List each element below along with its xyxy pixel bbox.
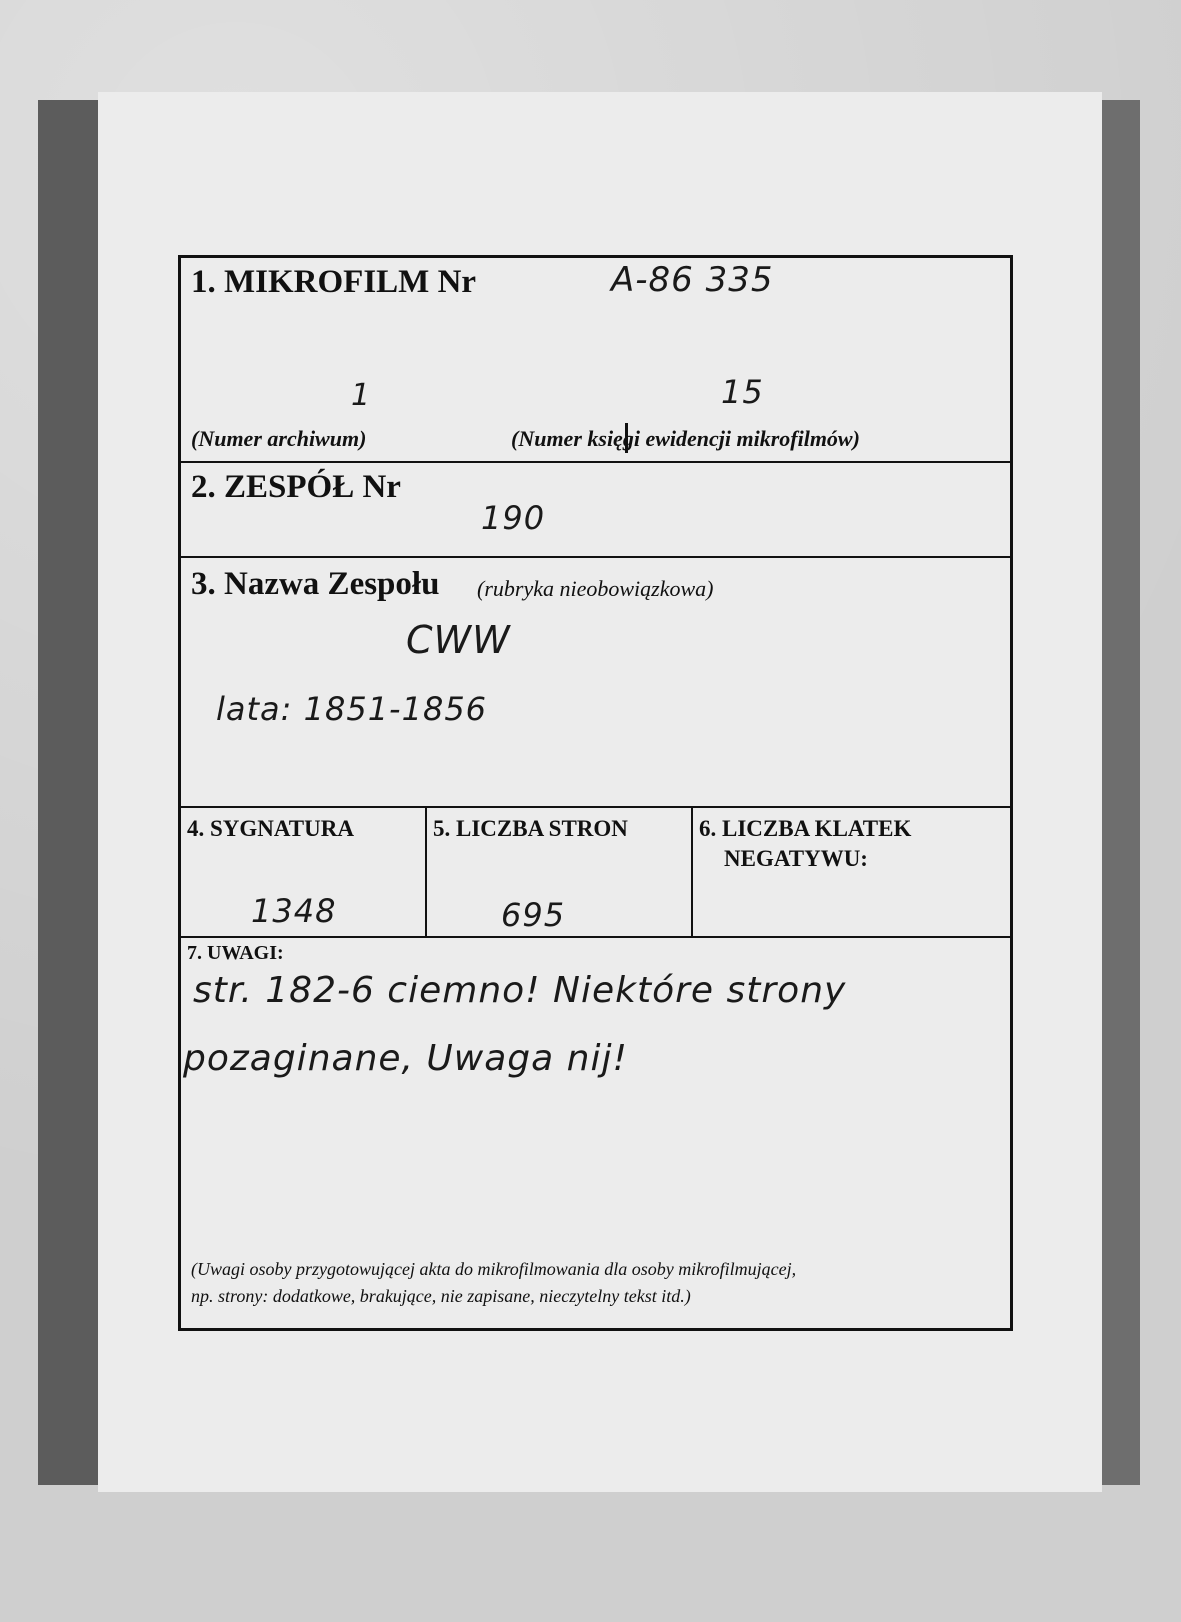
fond-number-section — [181, 463, 1010, 558]
fond-number-value: 190 — [481, 499, 546, 537]
details-section — [181, 808, 1010, 938]
column-divider-1 — [425, 808, 427, 938]
register-number-value: 15 — [721, 373, 764, 411]
frame-count-label: 6. LICZBA KLATEK — [699, 816, 912, 841]
page-count-label: 5. LICZBA STRON — [433, 816, 628, 841]
register-number-label: (Numer księgi ewidencji mikrofilmów) — [511, 426, 860, 451]
microfilm-label: 1. MIKROFILM Nr — [191, 264, 477, 300]
fond-label: 2. ZESPÓŁ Nr — [191, 469, 401, 505]
remarks-section — [181, 938, 1010, 1328]
fond-years-value: lata: 1851-1856 — [216, 690, 488, 728]
remarks-note-line1: str. 182-6 ciemno! Niektóre strony — [193, 970, 847, 1011]
fond-name-section — [181, 558, 1010, 808]
fond-name-hint: (rubryka nieobowiązkowa) — [477, 576, 714, 601]
fond-name-label: 3. Nazwa Zespołu — [191, 566, 440, 602]
remarks-footnote-line1: (Uwagi osoby przygotowującej akta do mikrofilmowania dla osoby mikrofilmującej, — [191, 1259, 797, 1279]
microfilm-number-value: A-86 335 — [611, 260, 774, 300]
scan-shadow-left — [38, 100, 100, 1485]
remarks-note-line2: pozaginane, Uwaga nij! — [183, 1038, 628, 1079]
remarks-label: 7. UWAGI: — [187, 942, 284, 964]
microfilm-number-section — [181, 258, 1010, 463]
archive-number-label: (Numer archiwum) — [191, 426, 367, 451]
archive-number-value: 1 — [351, 378, 372, 413]
signature-label: 4. SYGNATURA — [187, 816, 354, 841]
signature-value: 1348 — [251, 892, 337, 930]
fond-name-value: CWW — [406, 618, 511, 662]
microfilm-form — [178, 255, 1013, 1331]
column-divider-2 — [691, 808, 693, 938]
page-count-value: 695 — [501, 896, 566, 934]
frame-count-label-line2: NEGATYWU: — [724, 846, 868, 871]
remarks-footnote-line2: np. strony: dodatkowe, brakujące, nie zapisane, nieczytelny tekst itd.) — [191, 1286, 691, 1306]
